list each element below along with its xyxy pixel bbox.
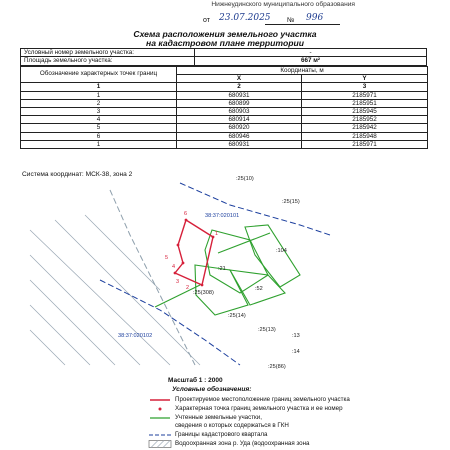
coord-x: 680899 xyxy=(177,99,302,107)
quarter-boundary xyxy=(180,183,330,235)
table-row xyxy=(21,57,427,65)
table-row xyxy=(21,132,428,140)
header-x: X xyxy=(177,75,302,83)
coordinate-system: Система координат: МСК-38, зона 2 xyxy=(22,171,133,178)
coord-x: 680931 xyxy=(177,91,302,99)
point-label: 5 xyxy=(165,255,169,261)
attr-value: - xyxy=(195,49,427,57)
parcel-label: :25(10) xyxy=(236,176,254,182)
map-scale: Масштаб 1 : 2000 xyxy=(168,377,223,384)
red-line-icon xyxy=(148,396,172,404)
legend-text: Проектируемое местоположение границ земельного участка xyxy=(175,396,350,403)
legend-text: Учтенные земельные участки, xyxy=(175,414,262,421)
attr-label: Условный номер земельного участка: xyxy=(21,49,195,57)
cadastral-map xyxy=(0,175,450,375)
parcel-label: :25(86) xyxy=(268,364,286,370)
coord-x: 680920 xyxy=(177,124,302,132)
point-id: 3 xyxy=(21,107,177,115)
point-label: 4 xyxy=(172,264,176,270)
point-id: 6 xyxy=(21,132,177,140)
col-num: 3 xyxy=(302,83,428,91)
header-points: Обозначение характерных точек границ xyxy=(21,67,177,83)
coord-y: 2185952 xyxy=(302,116,428,124)
legend-text: Водоохранная зона р. Уда (водоохранная зона xyxy=(175,440,310,447)
red-point-icon xyxy=(148,405,172,413)
coord-x: 680931 xyxy=(177,140,302,148)
document-title-line1: Схема расположения земельного участка xyxy=(133,29,317,39)
quarter-label: 38:37:020101 xyxy=(205,213,240,219)
blue-dashed-line-icon xyxy=(148,431,172,439)
parcel-label: :25(13) xyxy=(258,327,276,333)
header-coordinates: Координаты, м xyxy=(177,67,428,75)
legend-title: Условные обозначения: xyxy=(172,386,252,393)
point-id: 4 xyxy=(21,116,177,124)
parcel-label: :25(308) xyxy=(193,290,214,296)
coord-y: 2185945 xyxy=(302,107,428,115)
coord-y: 2185971 xyxy=(302,91,428,99)
date-underline xyxy=(265,17,305,25)
parcel-label: :13 xyxy=(292,333,300,339)
quarter-label: 38:37:020102 xyxy=(118,333,153,339)
point-id: 1 xyxy=(21,140,177,148)
hatched-zone-icon xyxy=(148,440,172,448)
parcel-label: :25(15) xyxy=(282,199,300,205)
table-row xyxy=(21,140,428,148)
number-sign: № xyxy=(287,17,295,24)
parcel-label: :21 xyxy=(218,266,226,272)
col-num: 2 xyxy=(177,83,302,91)
point-label: 1 xyxy=(215,231,219,237)
header-y: Y xyxy=(302,75,428,83)
green-line-icon xyxy=(148,414,172,422)
attr-label: Площадь земельного участка: xyxy=(21,57,195,65)
coord-x: 680914 xyxy=(177,116,302,124)
parcel-label: :104 xyxy=(276,248,287,254)
legend-text: Характерная точка границ земельного участка и ее номер xyxy=(175,405,343,412)
coord-y: 2185971 xyxy=(302,140,428,148)
point-label: 6 xyxy=(184,211,188,217)
point-id: 5 xyxy=(21,124,177,132)
quarter-boundary-2 xyxy=(100,280,240,365)
date-prefix: от xyxy=(203,17,210,24)
number-underline xyxy=(300,17,340,25)
projected-parcel xyxy=(175,220,213,285)
table-row xyxy=(21,99,428,107)
table-row xyxy=(21,116,428,124)
legend-text: сведения о которых содержаться в ГКН xyxy=(175,422,289,429)
legend-text: Границы кадастрового квартала xyxy=(175,431,268,438)
number-value: 996 xyxy=(306,13,324,23)
table-numbering-row xyxy=(21,83,428,91)
col-num: 1 xyxy=(21,83,177,91)
coord-y: 2185942 xyxy=(302,124,428,132)
attr-value: 667 м² xyxy=(195,57,427,65)
table-row xyxy=(21,49,427,57)
coordinates-table xyxy=(20,66,428,149)
point-id: 1 xyxy=(21,91,177,99)
water-zone-hatching xyxy=(30,215,200,365)
table-row xyxy=(21,91,428,99)
table-row xyxy=(21,124,428,132)
document-title-line2: на кадастровом плане территории xyxy=(146,38,304,48)
parcel-label: :14 xyxy=(292,349,300,355)
organization-line: Нижнеудинского муниципального образования xyxy=(211,1,355,8)
point-label: 3 xyxy=(176,279,180,285)
point-id: 2 xyxy=(21,99,177,107)
table-header-row xyxy=(21,67,428,75)
parcel-label: :25(14) xyxy=(228,313,246,319)
point-label: 2 xyxy=(186,285,190,291)
parcel-label: :52 xyxy=(255,286,263,292)
coord-x: 680946 xyxy=(177,132,302,140)
date-value: 23.07.2025 xyxy=(219,13,271,23)
coord-x: 680903 xyxy=(177,107,302,115)
parcel-attributes-table xyxy=(20,48,427,66)
table-row xyxy=(21,107,428,115)
coord-y: 2185951 xyxy=(302,99,428,107)
coord-y: 2185948 xyxy=(302,132,428,140)
